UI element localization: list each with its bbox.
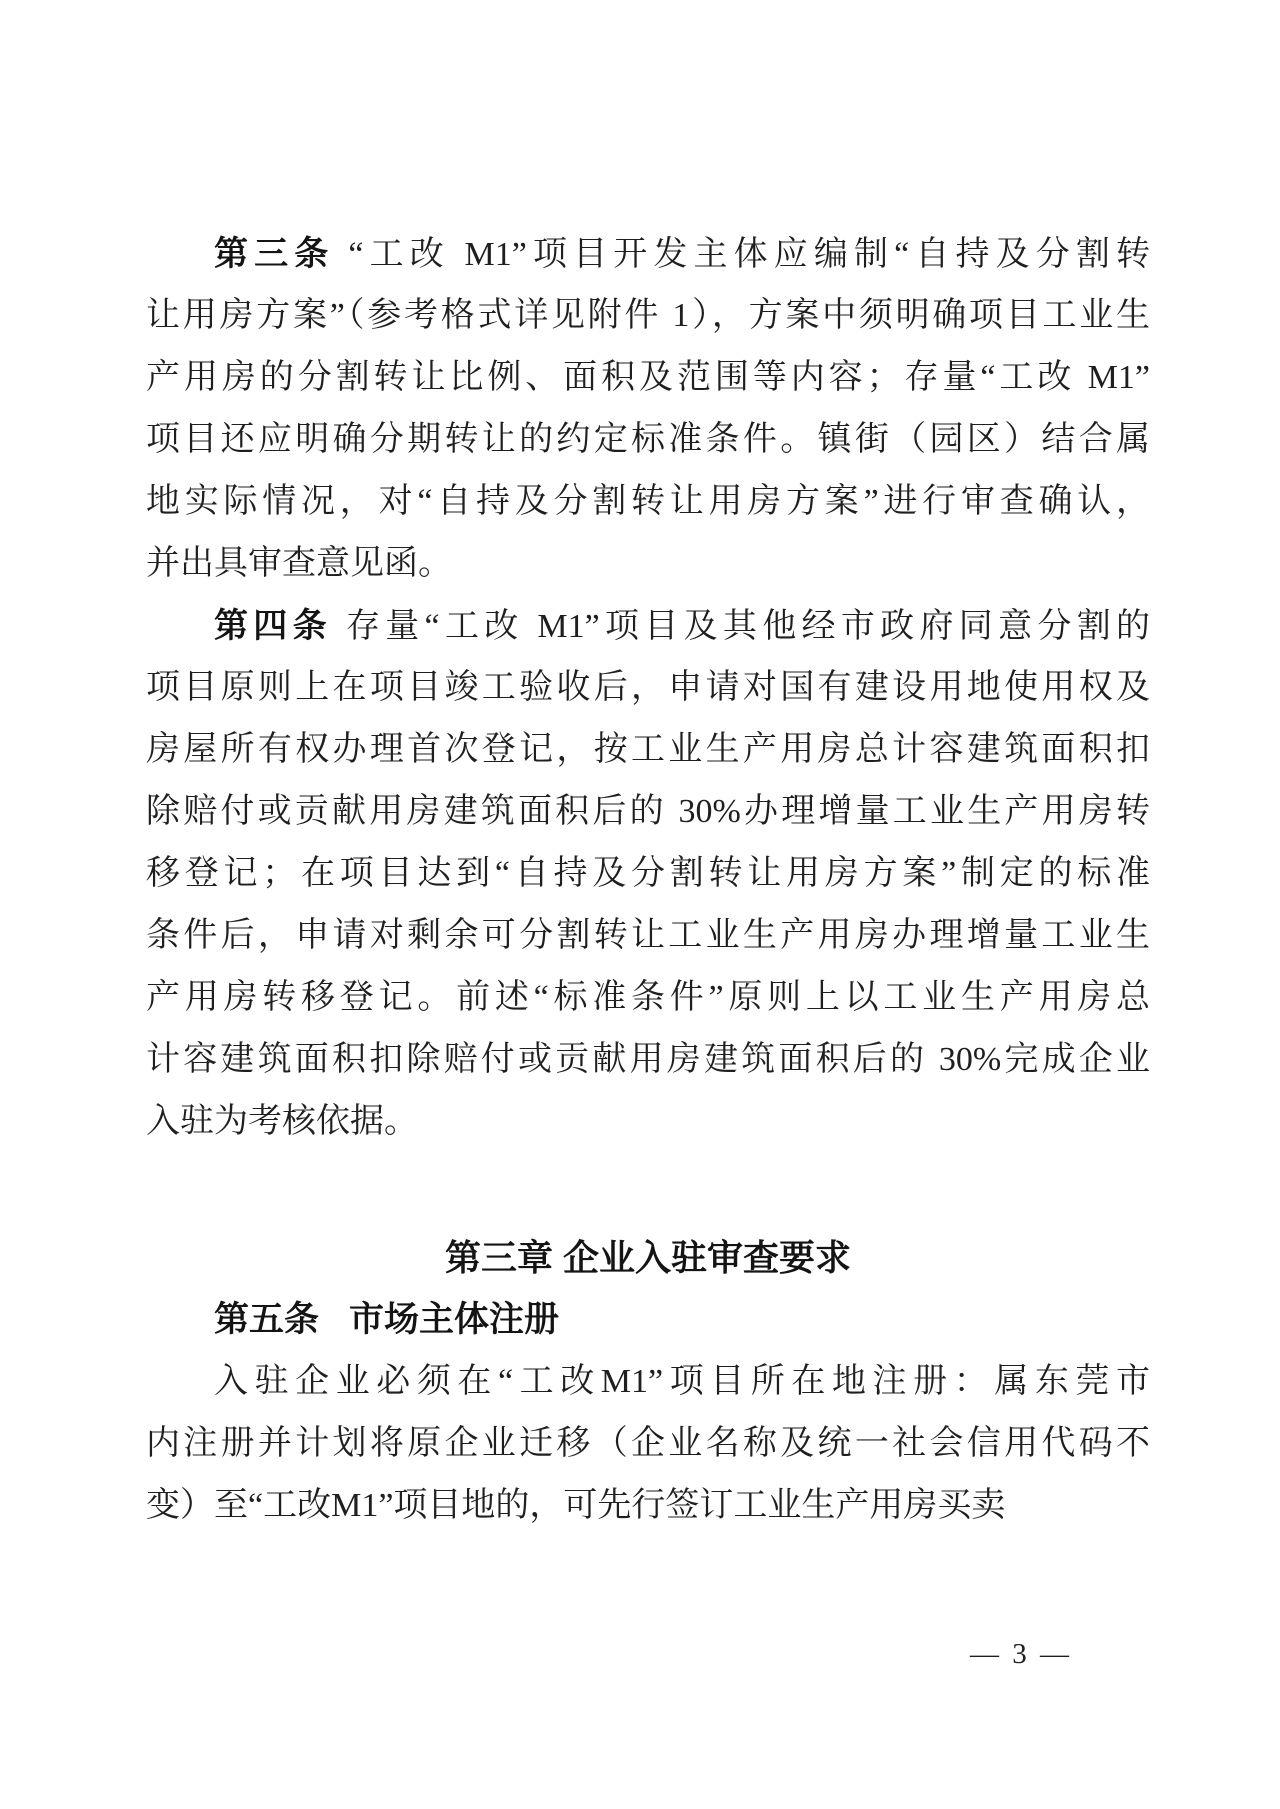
text-line	[146, 595, 1150, 657]
text-line: 除赔付或贡献用房建筑面积后的 30%办理增量工业生产用房转	[146, 793, 1150, 830]
text-run: “工改 M1”项目开发主体应编制“自持及分割转	[348, 236, 1150, 273]
document-body	[146, 223, 1150, 1537]
text-line: 计容建筑面积扣除赔付或贡献用房建筑面积后的 30%完成企业	[146, 1041, 1150, 1078]
text-line: 入驻企业必须在“工改M1”项目所在地注册：属东莞市	[214, 1363, 1150, 1400]
text-run: 存量“工改 M1”项目及其他经市政府同意分割的	[345, 608, 1151, 645]
article-5-label: 第五条	[214, 1300, 320, 1339]
text-line: 入驻为考核依据。	[146, 1103, 418, 1140]
text-line: 产用房的分割转让比例、面积及范围等内容；存量“工改 M1”	[146, 359, 1150, 396]
article-5-heading	[146, 1289, 1150, 1351]
text-line: 并出具审查意见函。	[146, 545, 452, 582]
article-5-title: 市场主体注册	[349, 1300, 560, 1339]
text-line: 变）至“工改M1”项目地的，可先行签订工业生产用房买卖	[146, 1487, 1006, 1524]
text-line: 移登记；在项目达到“自持及分割转让用房方案”制定的标准	[146, 855, 1150, 892]
text-line: 项目还应明确分期转让的约定标准条件。镇街（园区）结合属	[146, 421, 1150, 458]
text-line: 房屋所有权办理首次登记，按工业生产用房总计容建筑面积扣	[146, 731, 1150, 768]
text-line	[146, 223, 1150, 285]
text-line: 项目原则上在项目竣工验收后，申请对国有建设用地使用权及	[146, 669, 1150, 706]
text-line: 内注册并计划将原企业迁移（企业名称及统一社会信用代码不	[146, 1425, 1150, 1462]
text-line: 让用房方案”（参考格式详见附件 1），方案中须明确项目工业生	[146, 297, 1150, 334]
text-line: 产用房转移登记。前述“标准条件”原则上以工业生产用房总	[146, 979, 1150, 1016]
chapter-3-heading: 第三章 企业入驻审查要求	[444, 1237, 851, 1278]
text-line: 地实际情况，对“自持及分割转让用房方案”进行审查确认，	[146, 483, 1150, 520]
page-number: — 3 —	[970, 1638, 1072, 1670]
article-4-label: 第四条	[214, 607, 332, 645]
text-line: 条件后，申请对剩余可分割转让工业生产用房办理增量工业生	[146, 917, 1150, 954]
article-3-label: 第三条	[214, 235, 335, 273]
